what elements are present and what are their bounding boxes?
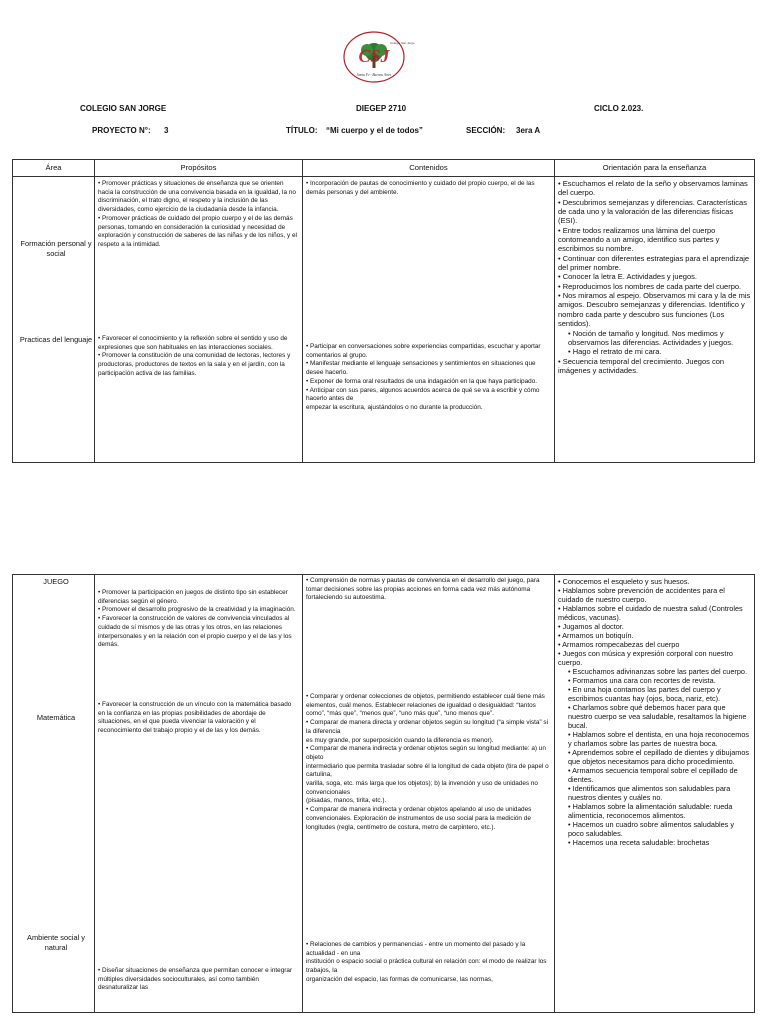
list-item: • Hablamos sobre el dentista, en una hoja reconocemos y charlamos sobre las partes de nuestra boca. — [568, 730, 750, 748]
list-item: • Hago el retrato de mi cara. — [568, 347, 662, 357]
list-item: • Participar en conversaciones sobre experiencias compartidas, escuchar y aportar comentarios al grupo. — [306, 343, 541, 359]
school-logo — [342, 30, 415, 84]
list-item: (pisadas, manos, tirita, etc.). — [306, 797, 387, 805]
list-item: • Conocer la letra E. Actividades y juegos. — [558, 272, 697, 282]
planning-table-1 — [12, 159, 755, 463]
header-orientacion: Orientación para la enseñanza — [555, 160, 755, 177]
list-item: • Anticipar con sus pares, algunos acuerdos acerca de qué se va a escribir y cómo hacerlo antes de — [306, 386, 540, 403]
list-item: • Manifestar mediante el lenguaje sensaciones y sentimientos en situaciones que desee hacerlo. — [306, 360, 536, 377]
titulo-value: “Mi cuerpo y el de todos” — [326, 126, 423, 135]
list-item: • Favorecer el conocimiento y la reflexión sobre el sentido y uso de expresiones que son habituales en las interacciones sociales. — [98, 335, 288, 351]
contenidos-cell — [303, 177, 555, 463]
list-item: • Jugamos al doctor. — [558, 622, 624, 631]
list-item: • Nos miramos al espejo. Observamos mi cara y la de mis amigos. Descubro semejanzas y diferencias. Identifico y nombro cada parte y descubro sus funciones (Los sentidos). — [558, 291, 751, 329]
propositos-cell — [95, 177, 303, 463]
table-row — [13, 177, 755, 463]
seccion-label: SECCIÓN: — [466, 126, 506, 135]
list-item: • Promover la participación en juegos de distinto tipo sin establecer diferencias según el género. — [98, 589, 288, 605]
table-header-row — [13, 160, 755, 177]
list-item: • Hablamos sobre la alimentación saludable: rueda alimenticia, reconocemos alimentos. — [568, 802, 733, 820]
list-item: • Comparar y ordenar colecciones de objetos, permitiendo establecer cuál tiene más elementos, cuál menos. Establecer relaciones de igualdad o desigualdad: “tantos como”, “más que”, “menos que”, “uno más que”, “uno menos que”. — [306, 693, 545, 718]
list-item: • Comparar de manera directa y ordenar objetos según su longitud (“a simple vista” si la diferencia — [306, 719, 549, 735]
contenidos-cell — [303, 575, 555, 1013]
list-item: • Entre todos realizamos una lámina del cuerpo contorneando a un amigo, identifico sus partes y escribimos su nombre. — [558, 225, 720, 254]
propositos-cell — [95, 575, 303, 1013]
list-item: • Armamos secuencia temporal sobre el cepillado de dientes. — [568, 766, 738, 784]
list-item: • Relaciones de cambios y permanencias - entre un momento del pasado y la actualidad - en una — [306, 941, 526, 957]
list-item: • Secuencia temporal del crecimiento. Juegos con imágenes y actividades. — [558, 356, 725, 375]
list-item: es muy grande, por superposición cuando la diferencia es menor). — [306, 736, 494, 744]
list-item: • Juegos con música y expresión corporal con nuestro cuerpo. — [558, 649, 733, 667]
orientacion-cell — [555, 575, 755, 1013]
logo-initials: CSJ — [358, 46, 390, 66]
list-item: • Incorporación de pautas de conocimiento y cuidado del propio cuerpo, el de las demás personas y del ambiente. — [306, 180, 535, 196]
list-item: • Comparar de manera indirecta y ordenar objetos apelando al uso de unidades convencionales. Exploración de instrumentos de uso social para la medición de longitudes (regla, centímetro de costura, metro de carpintero, etc.). — [306, 806, 532, 831]
list-item: • En una hoja contamos las partes del cuerpo y escribimos cuantas hay (ojos, boca, nariz, etc). — [568, 685, 721, 703]
list-item: • Charlamos sobre qué debemos hacer para que nuestro cuerpo se vea saludable, resaltamos la higiene bucal. — [568, 703, 747, 730]
seccion-value: 3era A — [516, 126, 541, 135]
list-item: empezar la escritura, ajustándolos o no durante la producción. — [306, 403, 483, 411]
list-item: • Escuchamos adivinanzas sobre las partes del cuerpo. — [568, 667, 747, 676]
list-item: • Favorecer la construcción de un vínculo con la matemática basado en la confianza en las propias posibilidades de abordaje de situaciones, en el que pueda vivenciar la valoración y el reconocimiento del trabajo propio y el de las y los demás. — [98, 701, 292, 735]
area-ambiente: Ambiente social y natural — [27, 933, 85, 952]
area-practicas-lenguaje: Practicas del lenguaje — [19, 335, 93, 344]
list-item: • Favorecer la construcción de valores de convivencia vinculados al cuidado de sí mismos y de las otras y los otros, en las relaciones interpersonales y en la relación con el propio cuerpo y el de las y los demás. — [98, 615, 292, 649]
header-propositos: Propósitos — [95, 160, 303, 177]
logo-motto: Santa Fe · Buenos Aires — [356, 73, 392, 77]
planning-table-2 — [12, 574, 755, 1013]
list-item: • Exponer de forma oral resultados de una indagación en la que haya participado. — [306, 377, 538, 385]
area-cell — [13, 177, 95, 463]
list-item: intermediario que permita trasladar sobre él la longitud de cada objeto (tira de papel o cartulina, — [306, 762, 549, 779]
list-item: • Promover el desarrollo progresivo de la creatividad y la imaginación. — [98, 606, 296, 614]
table-row — [13, 575, 755, 1013]
list-item: • Identificamos que alimentos son saludables para nuestros dientes y cuáles no. — [568, 784, 731, 802]
list-item: • Descubrimos semejanzas y diferencias. Características de cada uno y la valoración de las diferencias físicas (ESI). — [558, 197, 747, 226]
list-item: • Comparar de manera indirecta y ordenar objetos según su longitud mediante: a) un objeto — [306, 745, 546, 761]
list-item: • Noción de tamaño y longitud. Nos medimos y observamos las diferencias. Actividades y juegos. — [568, 328, 734, 347]
header-contenidos: Contenidos — [303, 160, 555, 177]
titulo-label: TÍTULO: — [286, 126, 318, 135]
list-item: • Conocemos el esqueleto y sus huesos. — [558, 577, 690, 586]
area-cell — [13, 575, 95, 1013]
proyecto-label: PROYECTO N°: — [92, 126, 151, 135]
header-area: Área — [13, 160, 95, 177]
list-item: • Hacemos un cuadro sobre alimentos saludables y poco saludables. — [568, 820, 735, 838]
list-item: • Armamos un botiquín. — [558, 631, 634, 640]
list-item: • Formamos una cara con recortes de revista. — [568, 676, 716, 685]
list-item: • Hablamos sobre prevención de accidentes para el cuidado de nuestro cuerpo. — [558, 586, 725, 604]
school-name: COLEGIO SAN JORGE — [80, 104, 167, 113]
orientacion-cell — [555, 177, 755, 463]
list-item: • Armamos rompecabezas del cuerpo — [558, 640, 680, 649]
list-item: • Continuar con diferentes estrategias para el aprendizaje del primer nombre. — [558, 253, 750, 273]
list-item: varilla, soga, etc. más larga que los objetos); b) la invención y uso de unidades no convencionales — [306, 780, 538, 796]
list-item: • Hablamos sobre el cuidado de nuestra salud (Controles médicos, vacunas). — [558, 604, 743, 622]
area-matematica: Matemática — [36, 713, 76, 722]
area-juego: JUEGO — [43, 577, 69, 586]
diegep: DIEGEP 2710 — [356, 104, 407, 113]
ciclo: CICLO 2.023. — [594, 104, 644, 113]
list-item: • Hacemos una receta saludable: brochetas — [568, 838, 710, 847]
list-item: institución o espacio social o práctica cultural en relación con: el modo de realizar los trabajos, la — [306, 958, 547, 975]
proyecto-number: 3 — [164, 126, 169, 135]
list-item: • Comprensión de normas y pautas de convivencia en el desarrollo del juego, para tomar decisiones sobre las propias acciones en forma cada vez más autónoma fortaleciendo su autoestima. — [306, 577, 540, 602]
area-formacion: Formación personal y social — [20, 239, 92, 258]
list-item: • Reproducimos los nombres de cada parte del cuerpo. — [558, 281, 742, 291]
list-item: • Escuchamos el relato de la seño y observamos laminas del cuerpo. — [558, 179, 748, 198]
list-item: • Promover prácticas y situaciones de enseñanza que se orienten hacia la construcción de una convivencia basada en la igualdad, la no discriminación, el trato digno, el respeto y la inclusión de las diversidades, como ejercicio de la ciudadanía desde la infancia. — [98, 180, 296, 214]
list-item: • Diseñar situaciones de enseñanza que permitan conocer e integrar múltiples diversidades socioculturales, así como también desnaturalizar las — [98, 967, 293, 992]
list-item: • Aprendemos sobre el cepillado de dientes y dibujamos que objetos necesitamos para dicho procedimiento. — [568, 748, 750, 766]
list-item: • Promover la constitución de una comunidad de lectoras, lectores y productoras, productores de textos en la sala y en el jardín, con la participación activa de las familias. — [98, 352, 291, 377]
list-item: organización del espacio, las formas de comunicarse, las normas, — [306, 975, 493, 983]
logo-arc-text: Colegio San Jorge — [390, 41, 415, 45]
list-item: • Promover prácticas de cuidado del propio cuerpo y el de las demás personas, tomando en consideración la curiosidad y necesidad de exploración y construcción de saberes de las niñas y de los niños, y el respeto a la intimidad. — [98, 214, 297, 248]
